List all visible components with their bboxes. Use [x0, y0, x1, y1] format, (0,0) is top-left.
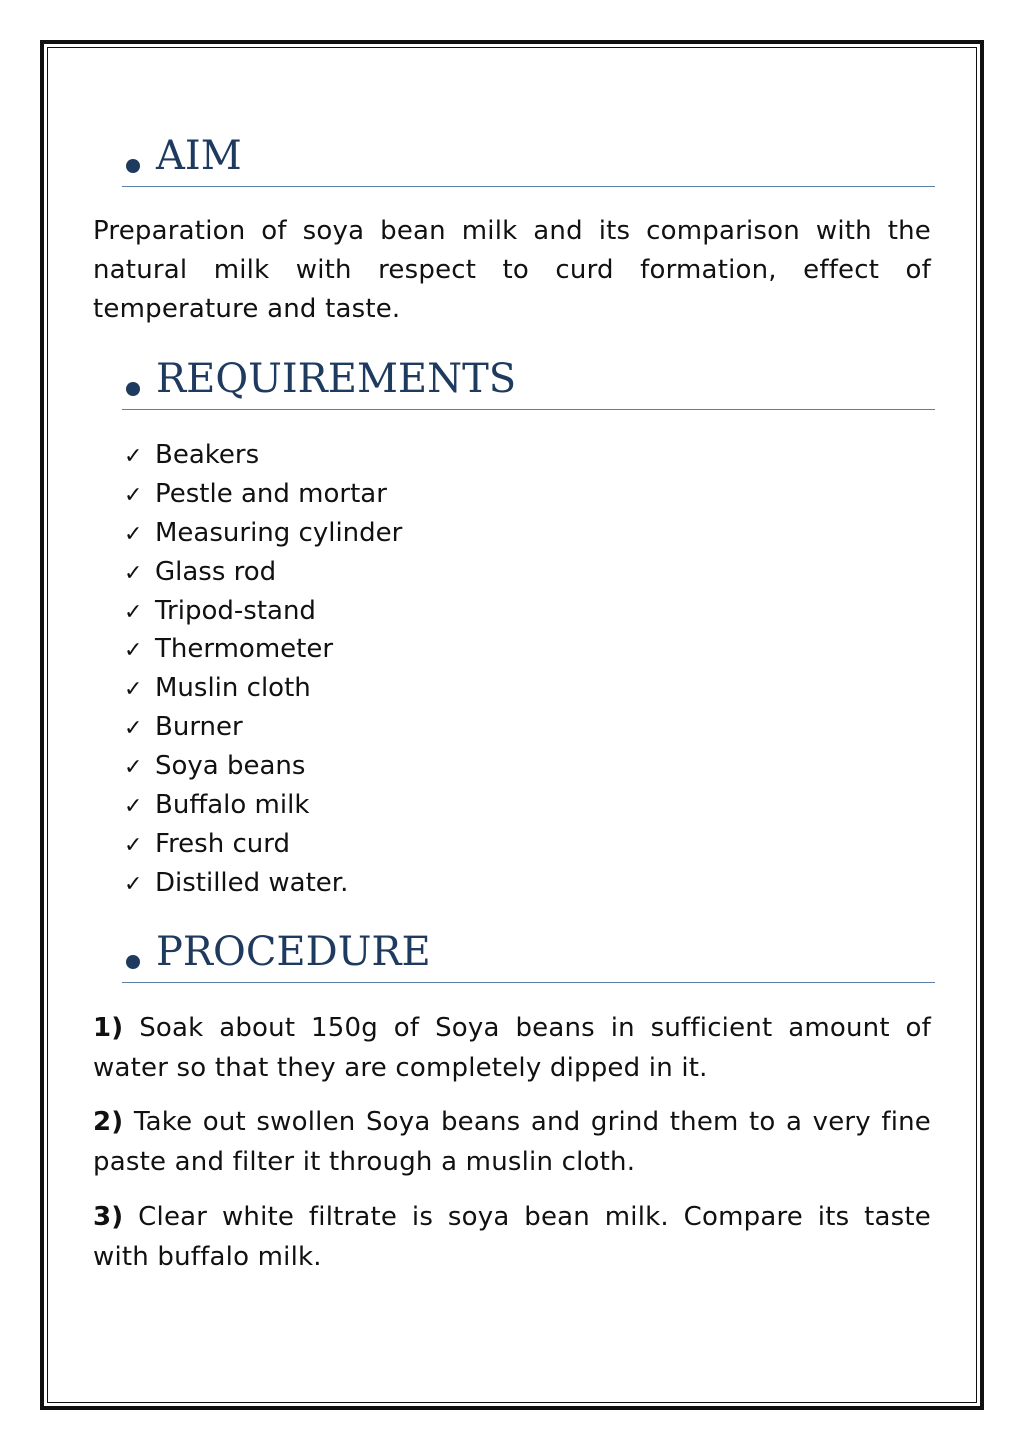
requirement-item: [124, 475, 402, 514]
procedure-heading: [122, 923, 935, 983]
checkmark-icon: ✓: [124, 482, 143, 508]
aim-heading: [122, 127, 935, 187]
requirement-item: [124, 553, 402, 592]
requirement-label: Burner: [155, 712, 243, 743]
requirement-item: [124, 786, 402, 825]
procedure-step: [93, 1008, 931, 1088]
requirement-label: Pestle and mortar: [155, 478, 387, 509]
checkmark-icon: ✓: [124, 755, 143, 781]
requirement-item: [124, 436, 402, 475]
step-text: Take out swollen Soya beans and grind them to a very fine paste and filter it through a muslin cloth.: [93, 1107, 931, 1177]
checkmark-icon: ✓: [124, 599, 143, 625]
requirement-item: [124, 825, 402, 864]
checkmark-icon: ✓: [124, 794, 143, 820]
bullet-icon: [126, 159, 140, 173]
step-text: Clear white filtrate is soya bean milk. Compare its taste with buffalo milk.: [93, 1202, 931, 1272]
requirement-item: [124, 747, 402, 786]
requirement-label: Thermometer: [155, 634, 334, 665]
checkmark-icon: ✓: [124, 638, 143, 664]
requirements-heading: [122, 350, 935, 410]
requirement-label: Beakers: [155, 440, 260, 470]
procedure-step: [93, 1197, 931, 1277]
checkmark-icon: ✓: [124, 832, 143, 858]
requirement-item: [124, 630, 402, 669]
checkmark-icon: ✓: [124, 716, 143, 742]
step-text: Soak about 150g of Soya beans in sufficient amount of water so that they are completely dipped in it.: [93, 1013, 931, 1083]
requirement-label: Soya beans: [155, 751, 306, 782]
procedure-step: [93, 1102, 931, 1182]
requirements-list: [124, 436, 402, 903]
requirement-label: Buffalo milk: [155, 790, 310, 821]
requirement-label: Muslin cloth: [155, 673, 311, 704]
bullet-icon: [126, 955, 140, 969]
requirement-item: [124, 592, 402, 631]
requirement-item: [124, 864, 402, 903]
requirement-label: Tripod-stand: [155, 595, 316, 626]
requirement-label: Glass rod: [155, 556, 277, 587]
requirement-item: [124, 669, 402, 708]
checkmark-icon: ✓: [124, 871, 143, 897]
aim-heading-text: AIM: [156, 133, 242, 179]
step-number: 2): [93, 1107, 124, 1137]
requirements-heading-text: REQUIREMENTS: [156, 356, 517, 402]
step-number: 1): [93, 1013, 124, 1043]
step-number: 3): [93, 1202, 124, 1232]
bullet-icon: [126, 382, 140, 396]
requirement-label: Fresh curd: [155, 828, 290, 859]
requirement-item: [124, 708, 402, 747]
checkmark-icon: ✓: [124, 444, 143, 469]
checkmark-icon: ✓: [124, 560, 143, 586]
requirement-label: Distilled water.: [155, 867, 349, 898]
procedure-heading-text: PROCEDURE: [156, 929, 431, 975]
checkmark-icon: ✓: [124, 677, 143, 703]
aim-text: Preparation of soya bean milk and its comparison with the natural milk with respect to curd formation, effect of temperature and taste.: [93, 216, 931, 324]
requirement-item: [124, 514, 402, 553]
checkmark-icon: ✓: [124, 521, 143, 547]
requirement-label: Measuring cylinder: [155, 517, 403, 548]
